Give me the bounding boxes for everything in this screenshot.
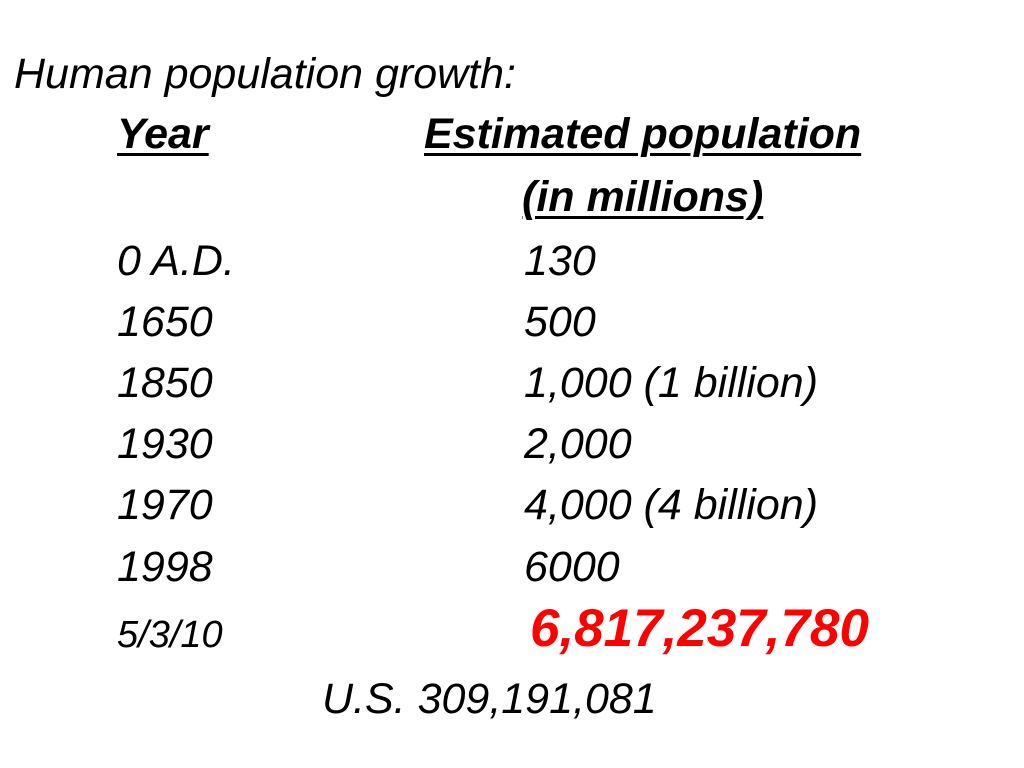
population-units-header: (in millions)	[522, 173, 764, 221]
current-date: 5/3/10	[117, 614, 223, 656]
row-population: 6000	[524, 543, 620, 591]
row-year: 1850	[117, 359, 213, 407]
row-year: 0 A.D.	[117, 237, 235, 285]
population-column-header: Estimated population	[424, 110, 862, 158]
row-population: 4,000 (4 billion)	[524, 481, 819, 529]
row-population: 130	[524, 237, 596, 285]
slide-title: Human population growth:	[14, 50, 516, 98]
current-world-population: 6,817,237,780	[530, 599, 869, 658]
row-population: 500	[524, 298, 596, 346]
row-year: 1650	[117, 298, 213, 346]
row-year: 1930	[117, 420, 213, 468]
row-year: 1970	[117, 481, 213, 529]
row-population: 2,000	[524, 420, 632, 468]
row-year: 1998	[117, 543, 213, 591]
year-column-header: Year	[117, 110, 209, 158]
us-population: U.S. 309,191,081	[322, 675, 657, 723]
row-population: 1,000 (1 billion)	[524, 359, 819, 407]
